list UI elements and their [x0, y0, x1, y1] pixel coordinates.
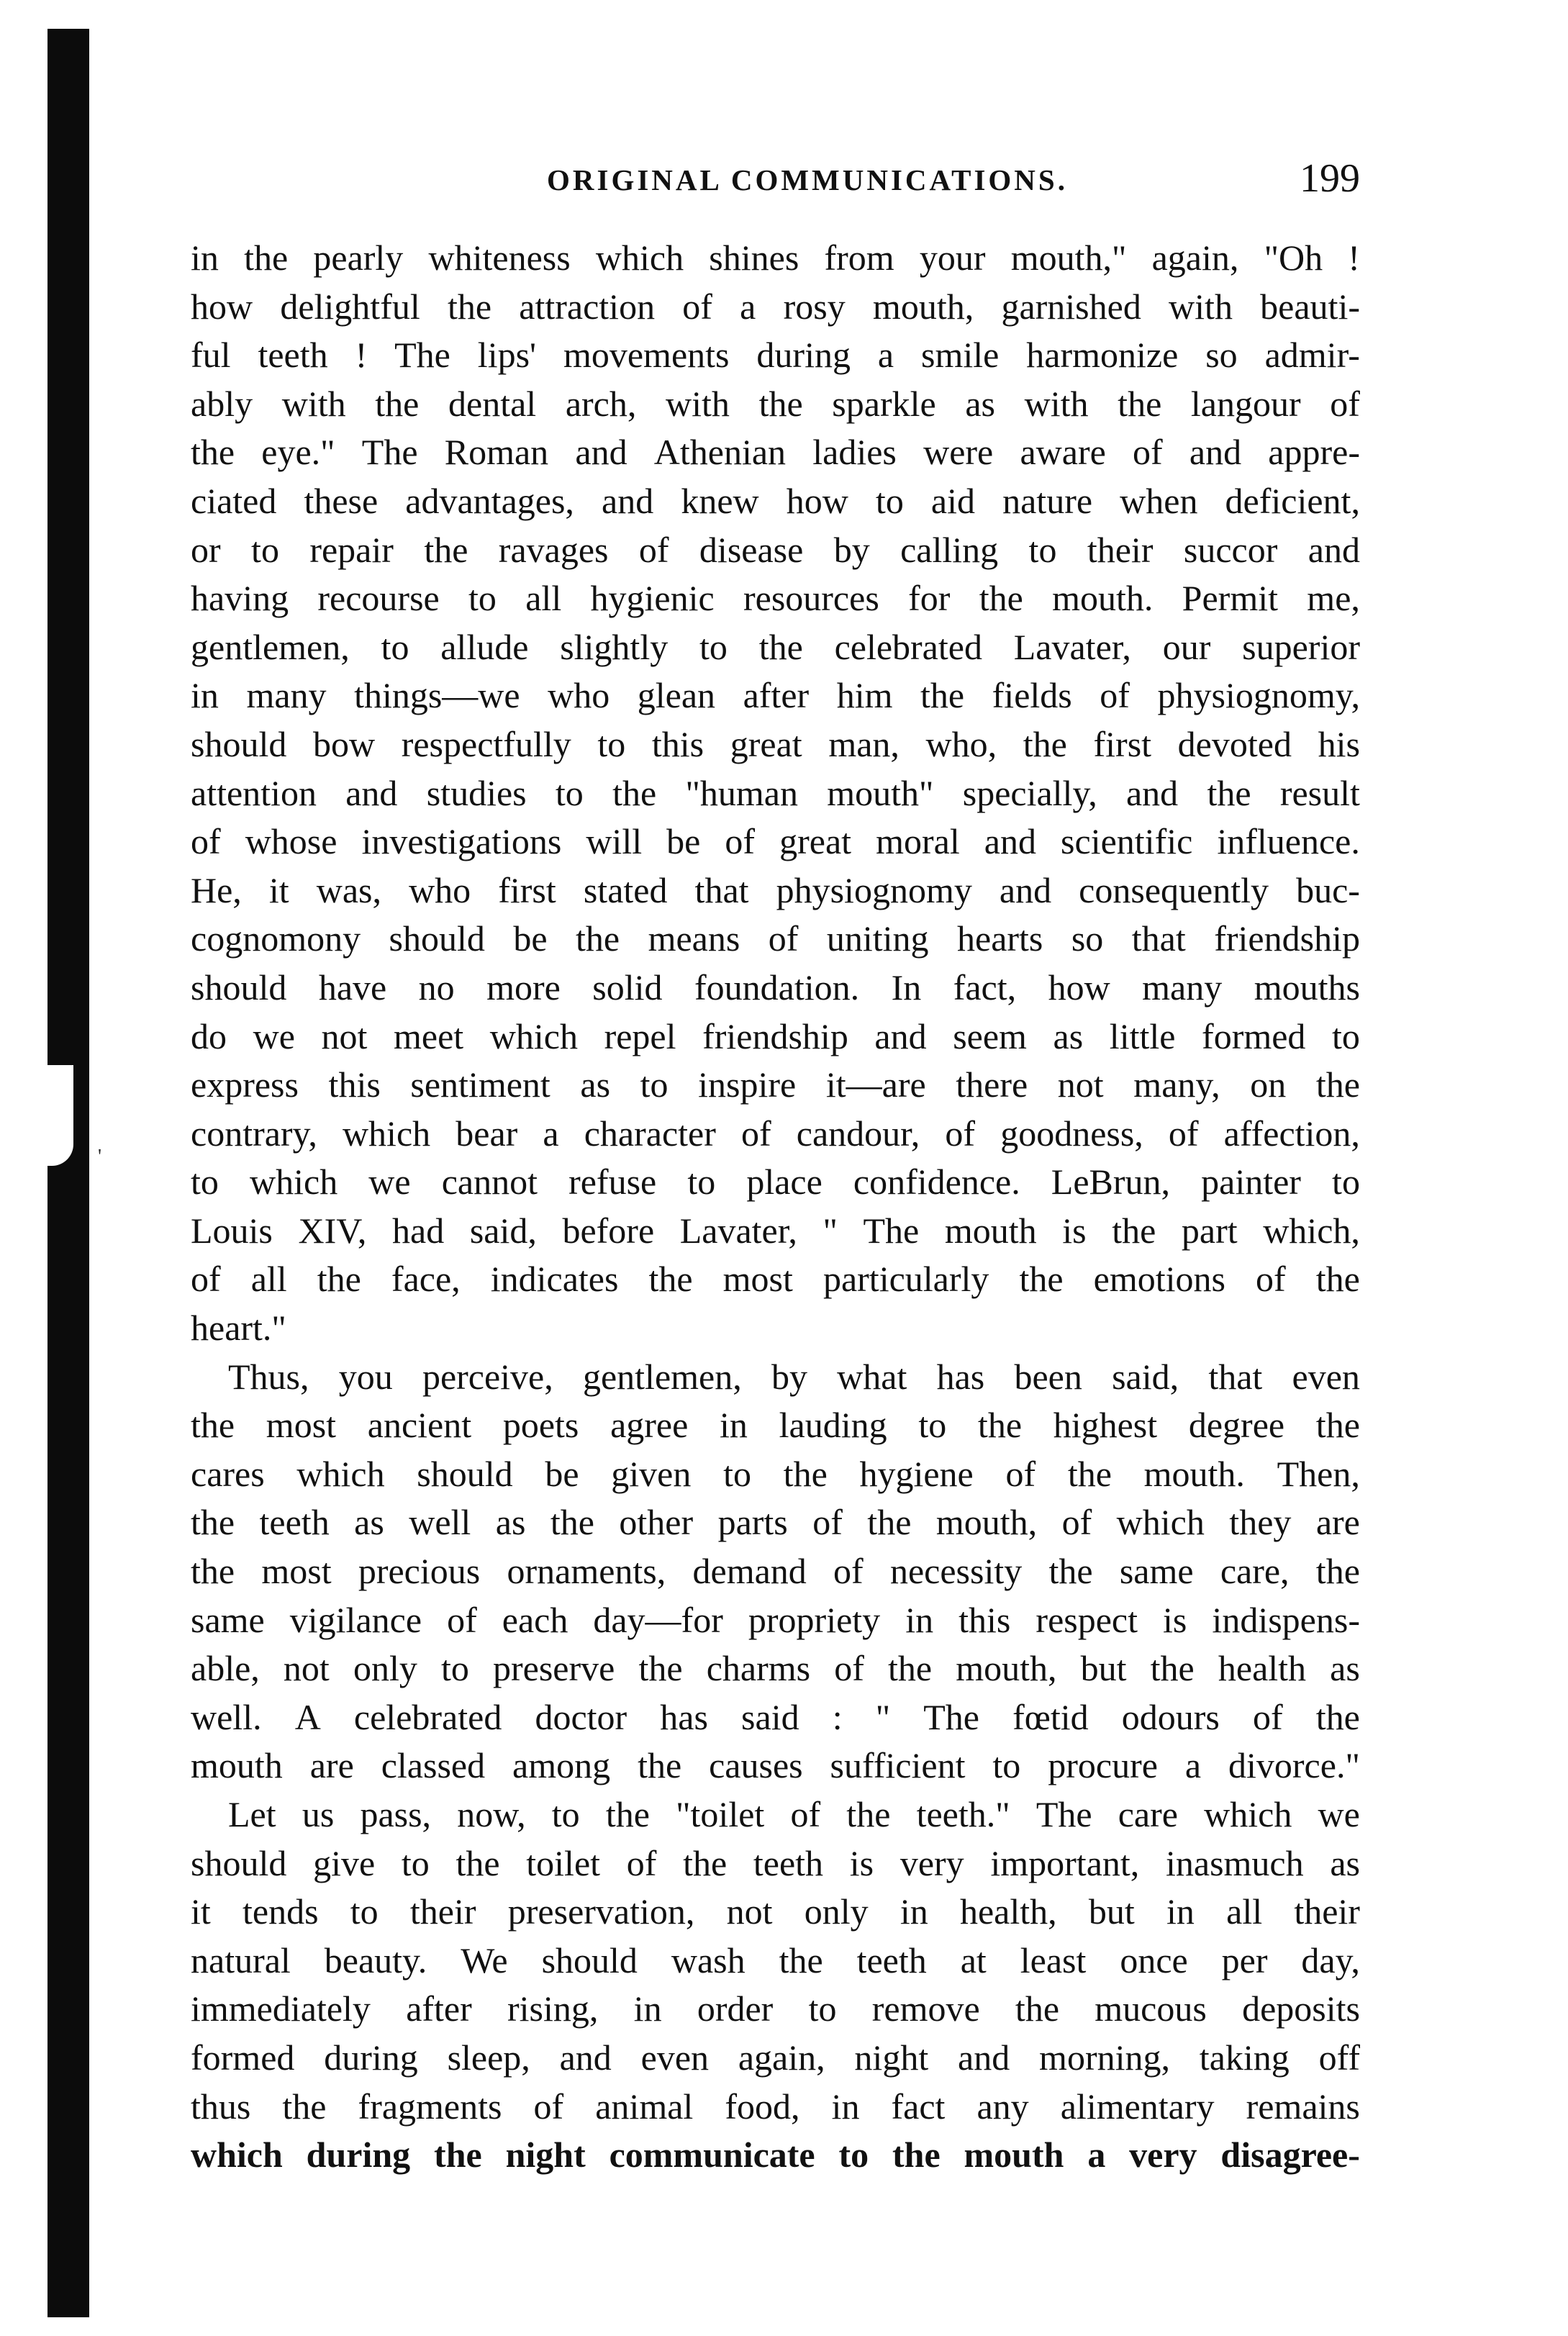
text-line: of all the face, indicates the most particularly the emotions of the	[191, 1259, 1360, 1300]
book-binding-shadow	[47, 29, 89, 2317]
text-line: Thus, you perceive, gentlemen, by what has been said, that even	[228, 1356, 1360, 1397]
text-line: formed during sleep, and even again, night and morning, taking off	[191, 2037, 1360, 2078]
text-line: Let us pass, now, to the "toilet of the teeth." The care which we	[228, 1794, 1360, 1834]
text-line: contrary, which bear a character of candour, of goodness, of affection,	[191, 1113, 1360, 1154]
text-line: should have no more solid foundation. In fact, how many mouths	[191, 966, 1360, 1008]
page-number: 199	[1300, 156, 1360, 201]
text-line: gentlemen, to allude slightly to the celebrated Lavater, our superior	[191, 626, 1360, 667]
text-line: in the pearly whiteness which shines from your mouth," again, "Oh !	[191, 237, 1360, 278]
text-line: the most ancient poets agree in lauding to the highest degree the	[191, 1405, 1360, 1446]
text-line: cognomony should be the means of uniting hearts so that friendship	[191, 918, 1360, 959]
text-line: or to repair the ravages of disease by calling to their succor and	[191, 529, 1360, 570]
text-line: the eye." The Roman and Athenian ladies were aware of and appre-	[191, 432, 1360, 473]
running-head	[194, 155, 1360, 213]
text-line: the most precious ornaments, demand of necessity the same care, the	[191, 1551, 1360, 1592]
text-line: Louis XIV, had said, before Lavater, " The mouth is the part which,	[191, 1210, 1360, 1251]
text-line: mouth are classed among the causes sufficient to procure a divorce."	[191, 1745, 1360, 1786]
text-line: do we not meet which repel friendship and seem as little formed to	[191, 1015, 1360, 1056]
text-line: thus the fragments of animal food, in fact any alimentary remains	[191, 2086, 1360, 2127]
text-line: should give to the toilet of the teeth is very important, inasmuch as	[191, 1842, 1360, 1883]
text-line: of whose investigations will be of great moral and scientific influence.	[191, 821, 1360, 862]
text-line: which during the night communicate to the mouth a very disagree-	[191, 2134, 1360, 2176]
text-line: natural beauty. We should wash the teeth at least once per day,	[191, 1939, 1360, 1980]
text-line: He, it was, who first stated that physiognomy and consequently buc-	[191, 869, 1360, 910]
text-line: well. A celebrated doctor has said : " The fœtid odours of the	[191, 1696, 1360, 1737]
text-line: the teeth as well as the other parts of the mouth, of which they are	[191, 1502, 1360, 1543]
text-line: in many things—we who glean after him the fields of physiognomy,	[191, 675, 1360, 716]
text-line: immediately after rising, in order to remove the mucous deposits	[191, 1988, 1360, 2029]
text-line: having recourse to all hygienic resources for the mouth. Permit me,	[191, 578, 1360, 619]
text-line: able, not only to preserve the charms of the mouth, but the health as	[191, 1648, 1360, 1689]
text-line: how delightful the attraction of a rosy mouth, garnished with beauti-	[191, 286, 1360, 327]
running-title: ORIGINAL COMMUNICATIONS.	[547, 163, 1068, 196]
text-line: ful teeth ! The lips' movements during a smile harmonize so admir-	[191, 335, 1360, 376]
text-line: should bow respectfully to this great man, who, the first devoted his	[191, 723, 1360, 764]
text-line: express this sentiment as to inspire it—are there not many, on the	[191, 1064, 1360, 1105]
text-line: ably with the dental arch, with the sparkle as with the langour of	[191, 383, 1360, 424]
text-line: it tends to their preservation, not only in health, but in all their	[191, 1891, 1360, 1932]
text-line: to which we cannot refuse to place confidence. LeBrun, painter to	[191, 1162, 1360, 1203]
text-line: heart."	[191, 1308, 286, 1349]
text-line: cares which should be given to the hygiene of the mouth. Then,	[191, 1453, 1360, 1494]
text-line: same vigilance of each day—for propriety in this respect is indispens-	[191, 1599, 1360, 1640]
body-text	[191, 234, 1360, 2180]
text-line: ciated these advantages, and knew how to aid nature when deficient,	[191, 480, 1360, 521]
binding-notch	[47, 1065, 73, 1166]
margin-mark: '	[98, 1146, 102, 1168]
text-line: attention and studies to the "human mouth" specially, and the result	[191, 772, 1360, 813]
